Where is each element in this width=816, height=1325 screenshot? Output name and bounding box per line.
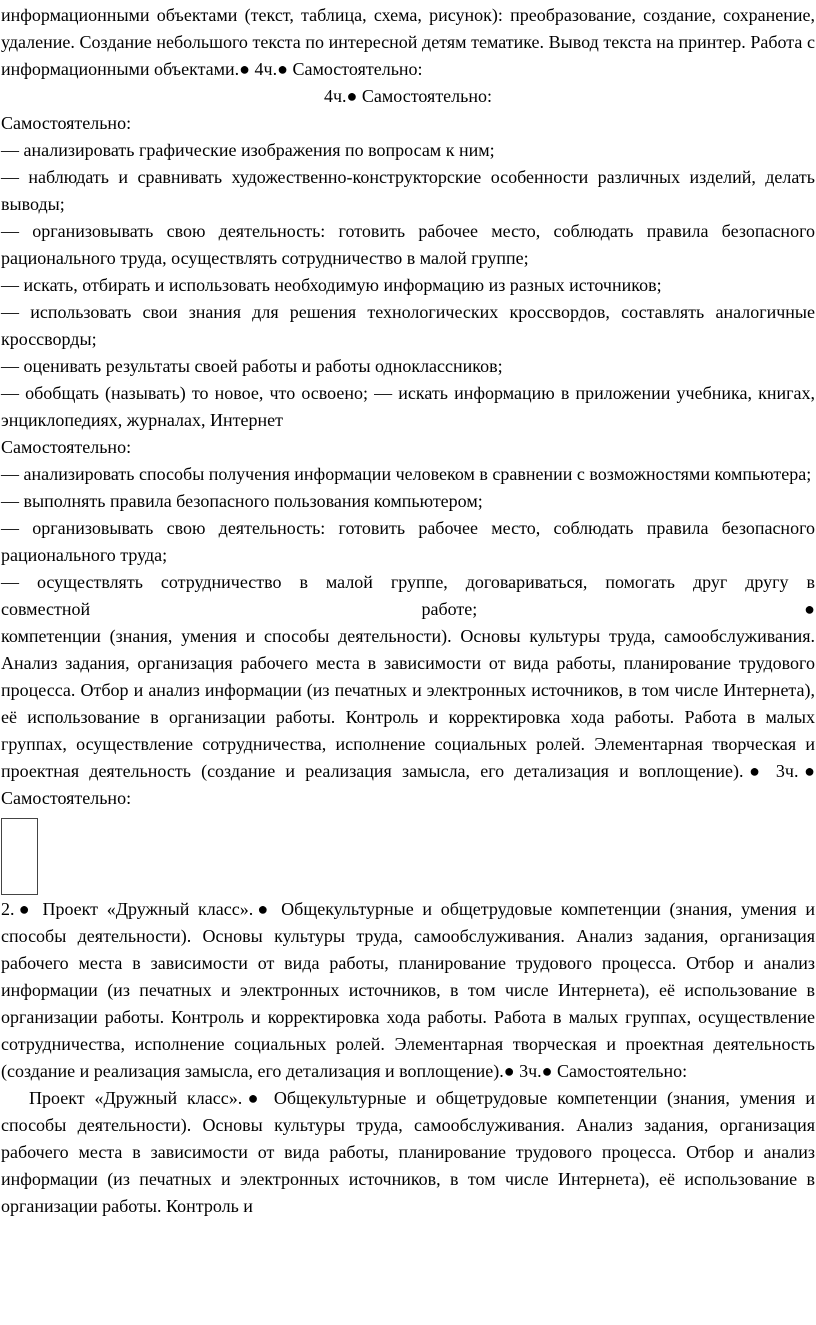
paragraph-project-repeat: Проект «Дружный класс».● Общекультурные и общетрудовые компетенции (знания, умения и способы деятельности). Основы культуры труда, самообслуживания. Анализ задания, организация рабочего места в зависимости от вида работы, планирование трудового процесса. Отбор и анализ информации (из печатных и электронных источников, в том числе Интернета), её использование в организации работы. Контроль и xyxy=(1,1088,815,1216)
paragraph-hours: 4ч.● Самостоятельно: xyxy=(324,86,492,106)
heading-self-study-1: Самостоятельно: xyxy=(1,113,132,133)
list-item-observe-compare: — наблюдать и сравнивать художественно-конструкторские особенности различных изделий, делать выводы; xyxy=(1,167,815,214)
list-item-cooperate-line-1: — осуществлять сотрудничество в малой группе, договариваться, помогать друг другу в xyxy=(1,572,815,592)
empty-table-cell xyxy=(1,818,38,895)
paragraph-project-2: 2.● Проект «Дружный класс».● Общекультурные и общетрудовые компетенции (знания, умения и способы деятельности). Основы культуры труда, самообслуживания. Анализ задания, организация рабочего места в зависимости от вида работы, планирование трудового процесса. Отбор и анализ информации (из печатных и электронных источников, в том числе Интернета), её использование в организации работы. Контроль и корректировка хода работы. Работа в малых группах, осуществление сотрудничества, исполнение социальных ролей. Элементарная творческая и проектная деятельность (создание и реализация замысла, его детализация и воплощение).● 3ч.● Самостоятельно: xyxy=(1,899,815,1081)
list-item-generalize: — обобщать (называть) то новое, что освоено; — искать информацию в приложении учебника, книгах, энциклопедиях, журналах, Интернет xyxy=(1,383,815,430)
list-item-evaluate: — оценивать результаты своей работы и работы одноклассников; xyxy=(1,356,503,376)
list-item-organize-activity: — организовывать свою деятельность: готовить рабочее место, соблюдать правила безопасного рационального труда, осуществлять сотрудничество в малой группе; xyxy=(1,221,815,268)
heading-self-study-2: Самостоятельно: xyxy=(1,437,132,457)
list-item-cooperate-line-2: совместной работе;● xyxy=(1,599,815,619)
list-item-cooperate xyxy=(0,569,816,623)
list-item-computer-safety: — выполнять правила безопасного пользования компьютером; xyxy=(1,491,483,511)
list-item-crosswords: — использовать свои знания для решения технологических кроссвордов, составлять аналогичные кроссворды; xyxy=(1,302,815,349)
paragraph-info-objects: информационными объектами (текст, таблица, схема, рисунок): преобразование, создание, сохранение, удаление. Создание небольшого текста по интересной детям тематике. Вывод текста на принтер. Работа с информационными объектами.● 4ч.● Самостоятельно: xyxy=(1,5,815,79)
list-item-analyze-images: — анализировать графические изображения по вопросам к ним; xyxy=(1,140,495,160)
document-page xyxy=(0,2,816,1220)
list-item-search-info: — искать, отбирать и использовать необходимую информацию из разных источников; xyxy=(1,275,662,295)
list-item-organize-workplace: — организовывать свою деятельность: готовить рабочее место, соблюдать правила безопасного рационального труда; xyxy=(1,518,815,565)
list-item-analyze-methods: — анализировать способы получения информации человеком в сравнении с возможностями компьютера; xyxy=(1,464,812,484)
paragraph-competencies: компетенции (знания, умения и способы деятельности). Основы культуры труда, самообслуживания. Анализ задания, организация рабочего места в зависимости от вида работы, планирование трудового процесса. Отбор и анализ информации (из печатных и электронных источников, в том числе Интернета), её использование в организации работы. Контроль и корректировка хода работы. Работа в малых группах, осуществление сотрудничества, исполнение социальных ролей. Элементарная творческая и проектная деятельность (создание и реализация замысла, его детализация и воплощение).● 3ч.● Самостоятельно: xyxy=(1,626,815,808)
